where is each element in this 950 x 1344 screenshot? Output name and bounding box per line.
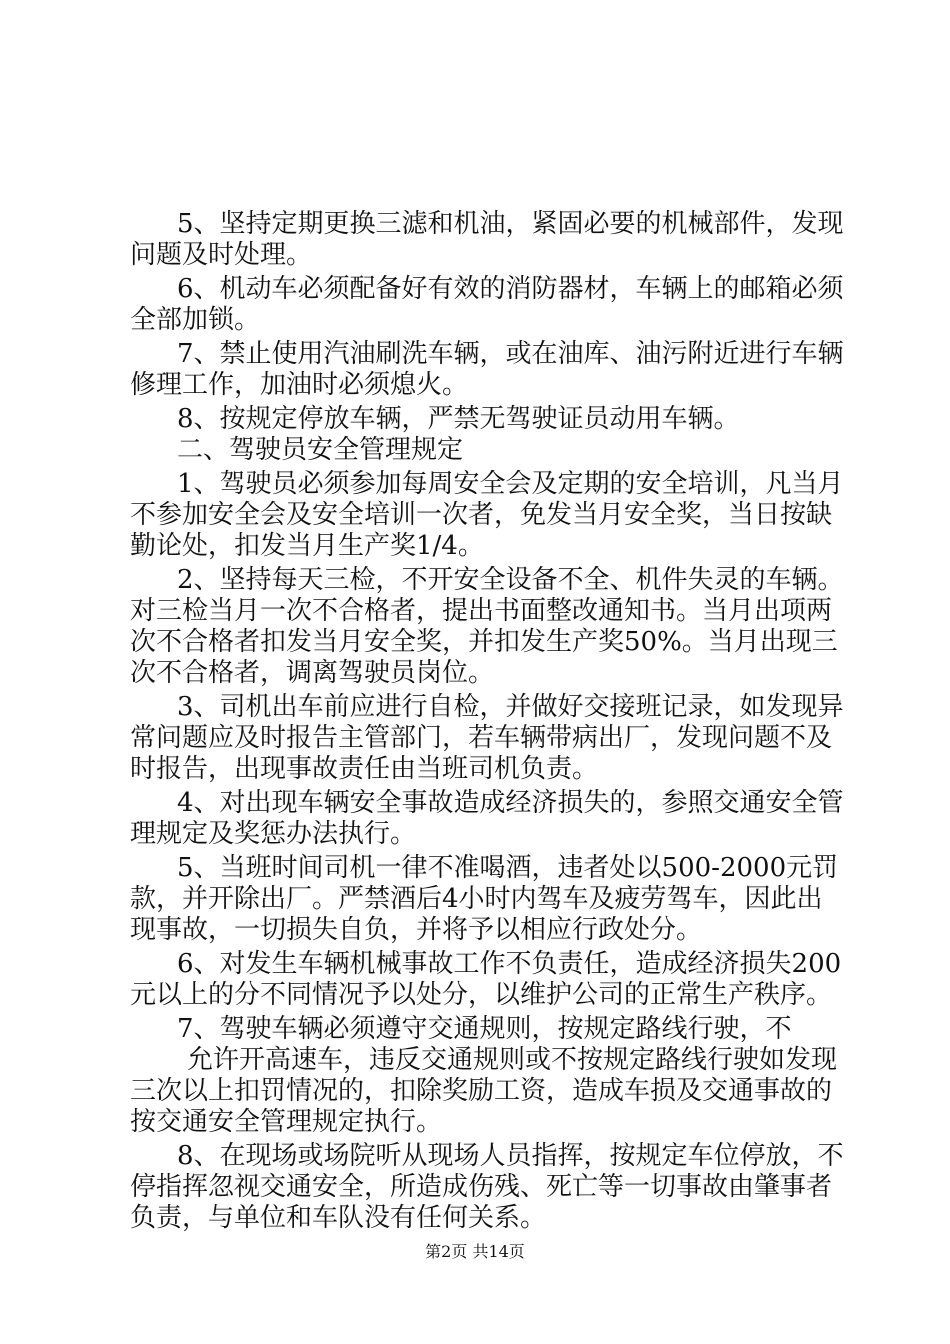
paragraph-line: 款，并开除出厂。严禁酒后4小时内驾车及疲劳驾车，因此出 xyxy=(130,884,823,914)
paragraph-line: 停指挥忽视交通安全，所造成伤残、死亡等一切事故由肇事者 xyxy=(130,1172,833,1202)
paragraph-line: 次不合格者，调离驾驶员岗位。 xyxy=(130,658,495,688)
paragraph-line: 6、机动车必须配备好有效的消防器材，车辆上的邮箱必须 xyxy=(177,274,844,304)
paragraph-line: 次不合格者扣发当月安全奖，并扣发生产奖50%。当月出现三 xyxy=(130,627,838,657)
paragraph-line: 对三检当月一次不合格者，提出书面整改通知书。当月出项两 xyxy=(130,596,833,626)
paragraph-line: 7、驾驶车辆必须遵守交通规则，按规定路线行驶，不 xyxy=(177,1014,792,1044)
paragraph-line: 8、在现场或场院听从现场人员指挥，按规定车位停放，不 xyxy=(177,1141,844,1171)
paragraph-line: 三次以上扣罚情况的，扣除奖励工资，造成车损及交通事故的 xyxy=(130,1076,833,1106)
paragraph-line: 7、禁止使用汽油刷洗车辆，或在油库、油污附近进行车辆 xyxy=(177,339,844,369)
paragraph-line: 全部加锁。 xyxy=(130,305,261,335)
paragraph-line: 2、坚持每天三检，不开安全设备不全、机件失灵的车辆。 xyxy=(177,565,844,595)
paragraph-line: 5、坚持定期更换三滤和机油，紧固必要的机械部件，发现 xyxy=(177,209,844,239)
paragraph-line: 现事故，一切损失自负，并将予以相应行政处分。 xyxy=(130,915,703,945)
paragraph-line: 按交通安全管理规定执行。 xyxy=(130,1107,443,1137)
paragraph-line: 4、对出现车辆安全事故造成经济损失的，参照交通安全管 xyxy=(177,788,844,818)
paragraph-line: 理规定及奖惩办法执行。 xyxy=(130,819,417,849)
paragraph-line: 常问题应及时报告主管部门，若车辆带病出厂，发现问题不及 xyxy=(130,723,833,753)
paragraph-line: 允许开高速车，违反交通规则或不按规定路线行驶如发现 xyxy=(187,1045,838,1075)
paragraph-line: 勤论处，扣发当月生产奖1/4。 xyxy=(130,531,484,561)
section-heading: 二、驾驶员安全管理规定 xyxy=(177,435,464,465)
paragraph-line: 时报告，出现事故责任由当班司机负责。 xyxy=(130,754,599,784)
page-number: 第2页 共14页 xyxy=(425,1242,525,1261)
paragraph-line: 负责，与单位和车队没有任何关系。 xyxy=(130,1203,547,1233)
paragraph-line: 5、当班时间司机一律不准喝酒，违者处以500-2000元罚 xyxy=(177,853,839,883)
paragraph-line: 8、按规定停放车辆，严禁无驾驶证员动用车辆。 xyxy=(177,404,740,434)
paragraph-line: 1、驾驶员必须参加每周安全会及定期的安全培训，凡当月 xyxy=(177,469,844,499)
paragraph-line: 6、对发生车辆机械事故工作不负责任，造成经济损失200 xyxy=(177,949,842,979)
paragraph-line: 3、司机出车前应进行自检，并做好交接班记录，如发现异 xyxy=(177,692,844,722)
paragraph-line: 问题及时处理。 xyxy=(130,240,313,270)
paragraph-line: 修理工作，加油时必须熄火。 xyxy=(130,370,469,400)
paragraph-line: 不参加安全会及安全培训一次者，免发当月安全奖，当日按缺 xyxy=(130,500,833,530)
paragraph-line: 元以上的分不同情况予以处分，以维护公司的正常生产秩序。 xyxy=(130,980,833,1010)
